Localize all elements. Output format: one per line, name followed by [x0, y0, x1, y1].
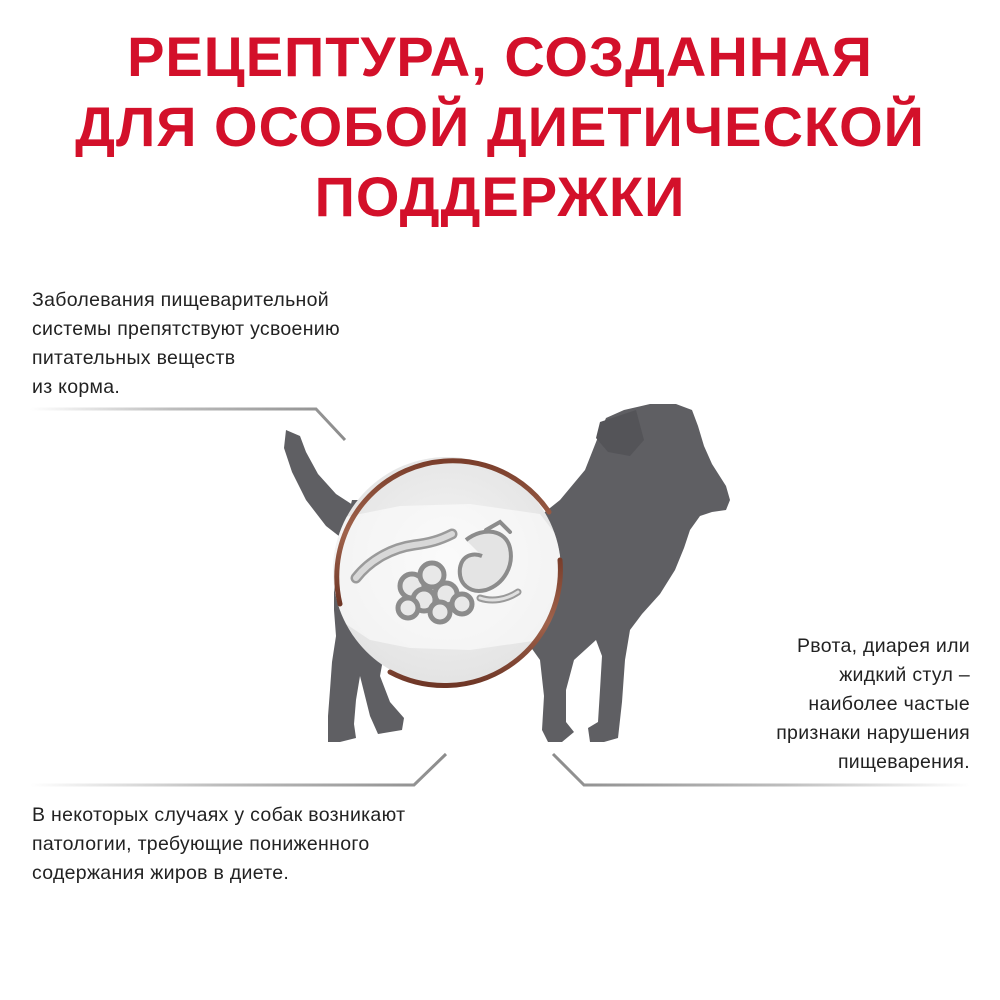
headline-line-2: ДЛЯ ОСОБОЙ ДИЕТИЧЕСКОЙ: [75, 95, 925, 158]
note-line: пищеварения.: [837, 751, 970, 773]
callout-line-right: [553, 754, 970, 785]
note-line: системы препятствуют усвоению: [32, 318, 340, 340]
headline-line-1: РЕЦЕПТУРА, СОЗДАННАЯ: [127, 25, 873, 88]
note-line: питательных веществ: [32, 347, 236, 369]
note-line: наиболее частые: [808, 693, 970, 715]
note-line: патологии, требующие пониженного: [32, 833, 370, 855]
note-line: содержания жиров в диете.: [32, 862, 290, 884]
note-line: жидкий стул –: [839, 664, 970, 686]
headline-line-3: ПОДДЕРЖКИ: [314, 165, 686, 228]
note-line: признаки нарушения: [776, 722, 970, 744]
callout-line-bottom-left: [30, 754, 446, 785]
note-line: В некоторых случаях у собак возникают: [32, 804, 406, 826]
note-line: Рвота, диарея или: [796, 635, 970, 657]
note-line: Заболевания пищеварительной: [32, 289, 329, 311]
note-line: из корма.: [32, 376, 121, 398]
